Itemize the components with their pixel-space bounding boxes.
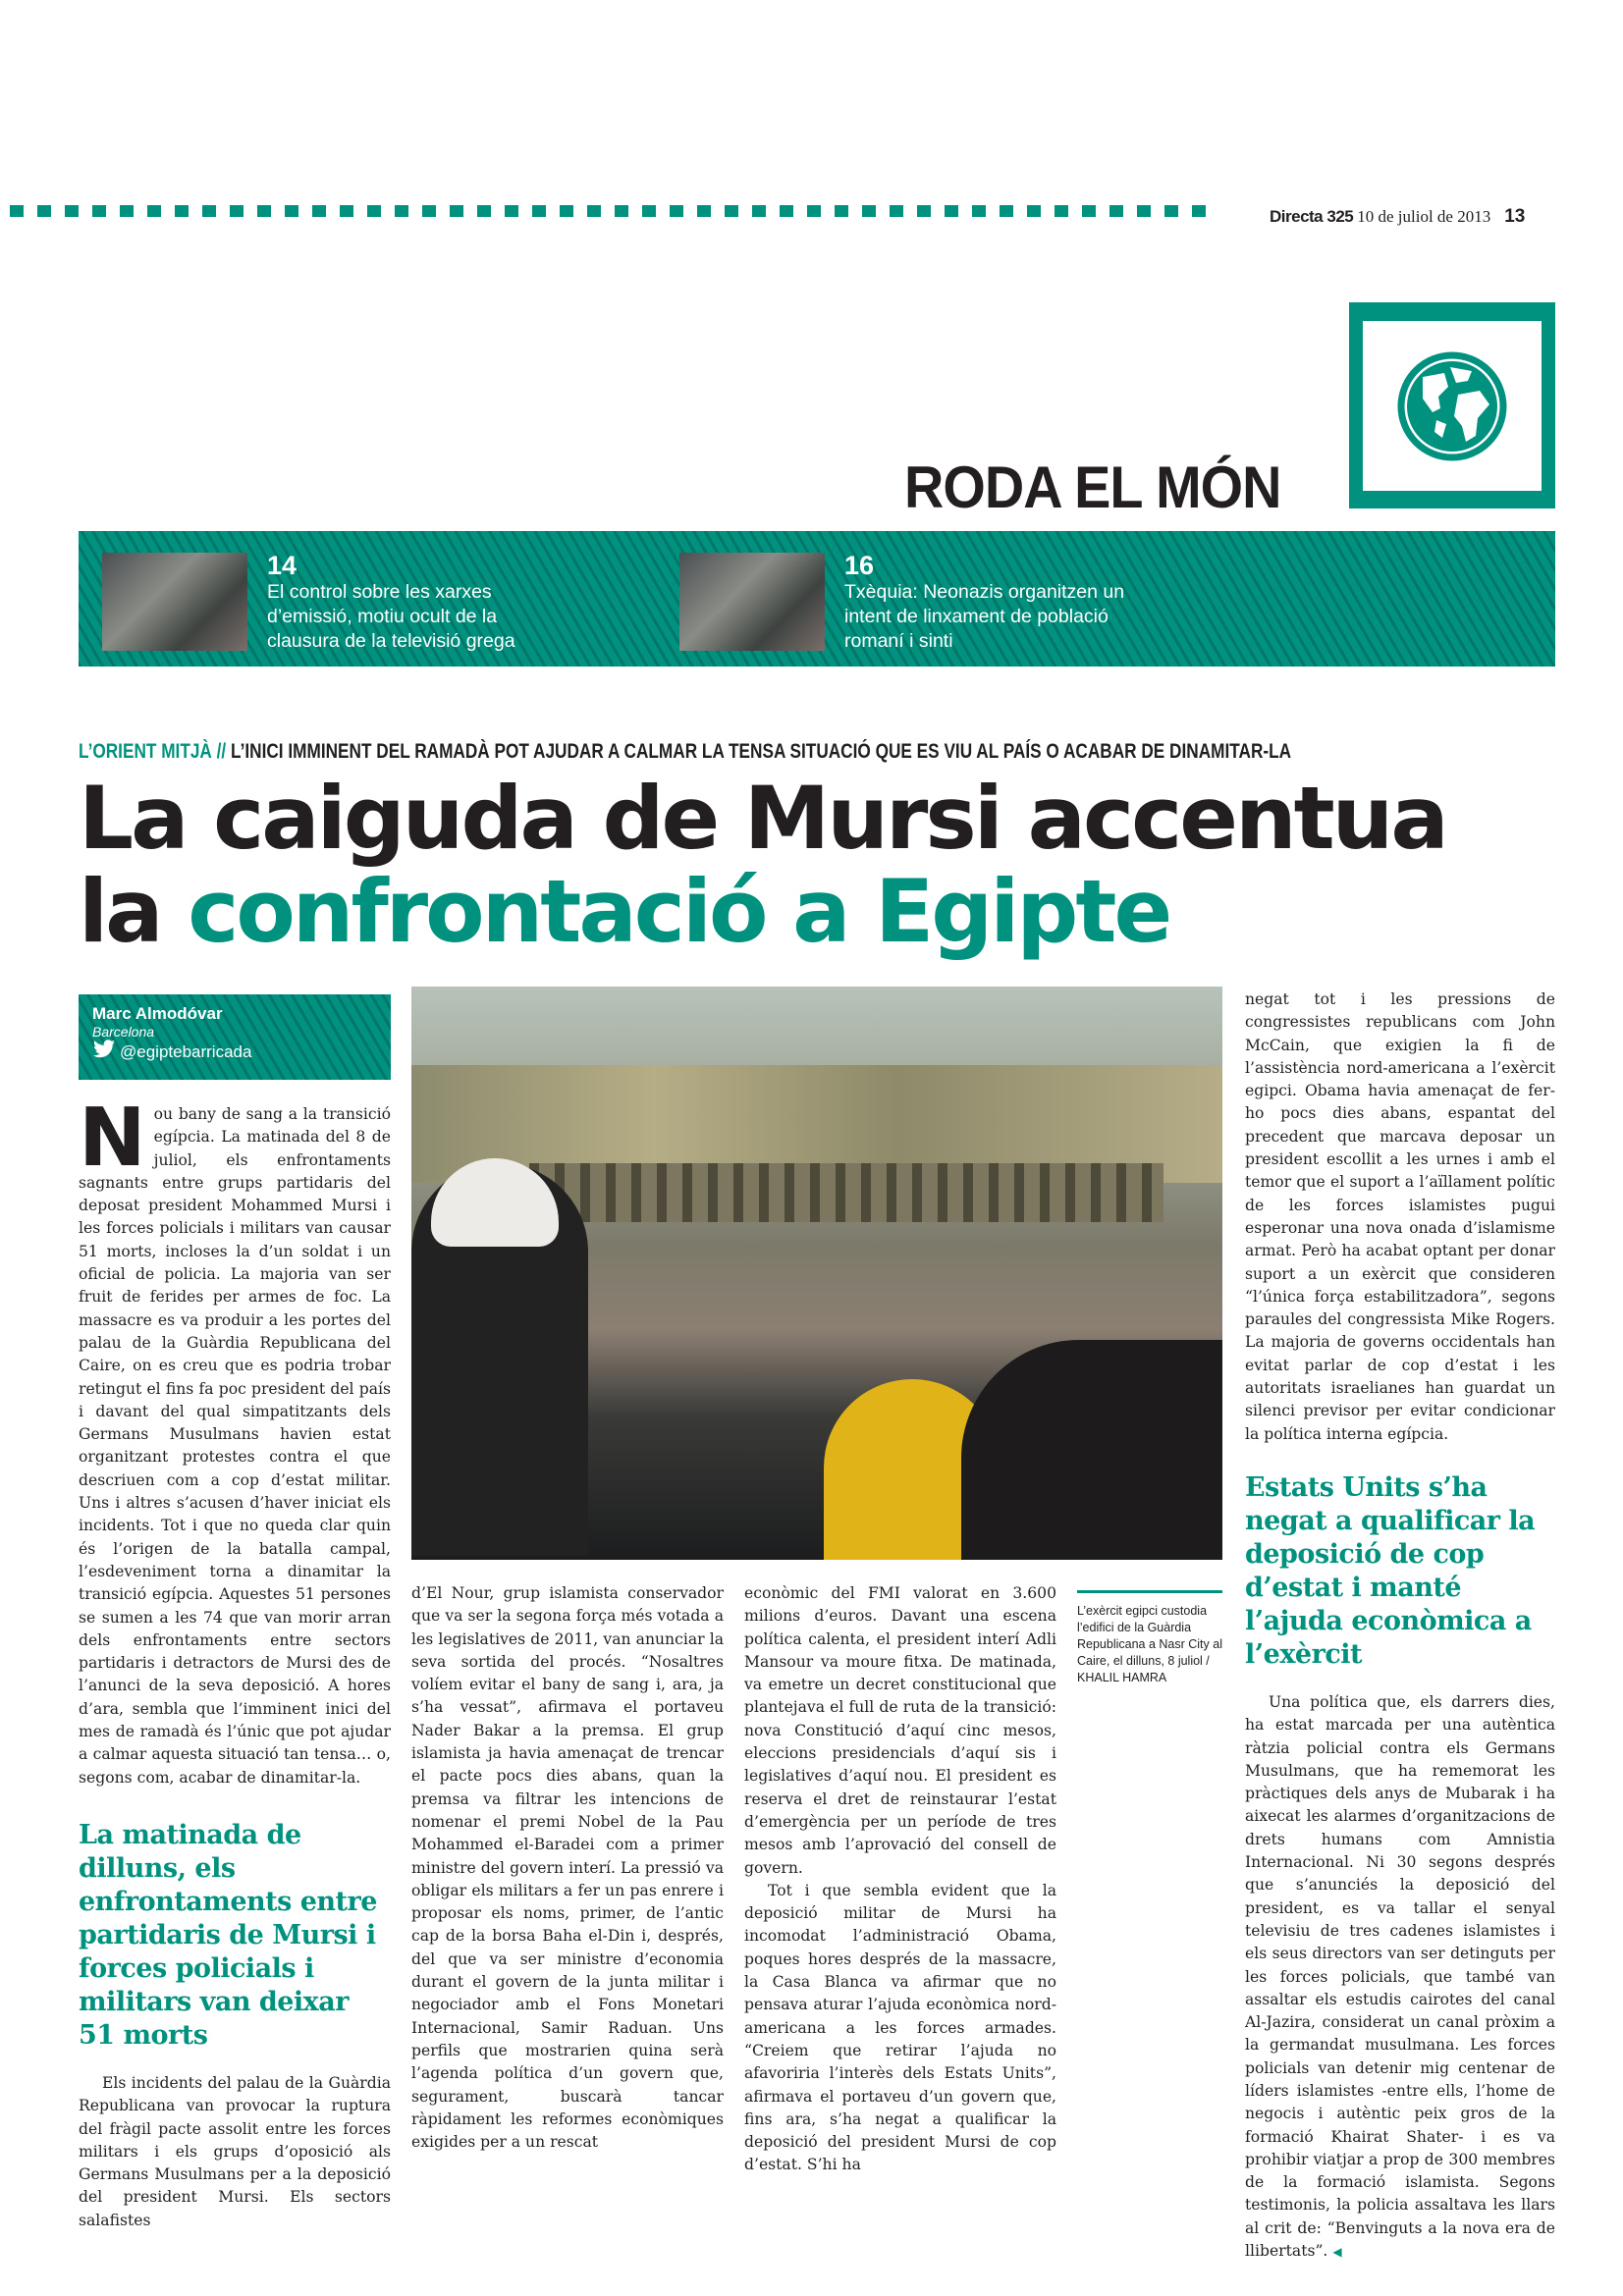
- headline-line-2: la: [79, 861, 189, 962]
- paragraph: negat tot i les pressions de congressistes republicans com John McCain, que exigien la fi de l’assistència nord-americana a l’exèrcit egipci. Obama havia amenaçat de fer-ho pocs dies abans, espantat del precedent que marcava deposar un president escollit a les urnes i amb el temor que el suport a l’aïllament polític de les forces islamistes pugui esperonar una nova onada d’islamisme armat. Però ha acabat optant per donar suport a un exèrcit que consideren “l’única força estabilitzadora”, segons paraules del congressista Mike Rogers. La majoria de governs occidentals han evitat parlar de cop d’estat i les autoritats israelianes han guardat un silenci previsor per evitar condicionar la política interna egípcia.: [1245, 990, 1555, 1443]
- page-number: 13: [1504, 206, 1526, 227]
- byline-box: [79, 994, 391, 1080]
- column-4: [1245, 988, 1555, 2264]
- column-3: [744, 1582, 1056, 2177]
- column-2: [411, 1582, 724, 2154]
- photo-caption: L’exèrcit egipci custodia l’edifici de la Guàrdia Republicana a Nasr City al Caire, el dilluns, 8 juliol / KHALIL HAMRA: [1077, 1590, 1222, 1686]
- teaser-thumbnail: [102, 553, 247, 651]
- issue-date: 10 de juliol de 2013: [1357, 207, 1491, 226]
- author-name: Marc Almodóvar: [92, 1004, 223, 1023]
- teaser-item[interactable]: [102, 553, 562, 654]
- paragraph: econòmic del FMI valorat en 3.600 milions d’euros. Davant una escena política calenta, el president interí Adli Mansour va moure fitxa. De matinada, va emetre un decret constitucional que plantejava el full de ruta de la transició: nova Constitució d’aquí cinc mesos, eleccions presidencials d’aquí sis i legislatives d’aquí nou. El president es reserva el dret de reinstaurar l’estat d’emergència per un període de tres mesos amb l’aprovació del consell de govern.: [744, 1584, 1056, 1877]
- teaser-thumbnail: [679, 553, 825, 651]
- page-folio: [1270, 206, 1525, 228]
- dropcap: N: [79, 1092, 146, 1185]
- teaser-text: El control sobre les xarxes d’emissió, motiu ocult de la clausura de la televisió grega: [267, 581, 515, 652]
- teaser-banner: [79, 531, 1555, 667]
- paragraph: d’El Nour, grup islamista conservador que va ser la segona força més votada a les legislatives de 2011, van anunciar la seva sortida del procés. “Nosaltres volíem evitar el bany de sang i, ara, ja s’ha vessat”, afirmava el portaveu Nader Bakar a la premsa. El grup islamista ja havia amenaçat de trencar el pacte pocs dies abans, quan la premsa va filtrar les intencions de nomenar el premi Nobel de la Pau Mohammed el-Baradei com a primer ministre del govern interí. La pressió va obligar els militars a fer un pas enrere i proposar els noms, primer, de l’antic cap de la borsa Baha el-Din i, després, del que va ser ministre d’economia durant el govern de la junta militar i negociador amb el Fons Monetari Internacional, Samir Raduan. Uns perfils que mostrarien quina serà l’agenda política d’un govern que, segurament, buscarà tancar ràpidament les reformes econòmiques exigides per a un rescat: [411, 1584, 724, 2152]
- article-kicker: [79, 740, 1291, 764]
- section-title: RODA EL MÓN: [904, 454, 1281, 520]
- paragraph: ou bany de sang a la transició egípcia. La matinada del 8 de juliol, els enfrontaments sagnants entre grups partidaris del deposat president Mohammed Mursi i les forces policials i militars van causar 51 morts, incloses la d’un soldat i un oficial de policia. La majoria van ser fruit de ferides per armes de foc. La massacre es va produir a les portes del palau de la Guàrdia Republicana del Caire, on es creu que es podria trobar retingut el fins fa poc president del país i davant del qual simpatitzants dels Germans Musulmans havien estat organitzant protestes contra el que descriuen com a cop d’estat militar. Uns i altres s’acusen d’haver iniciat els incidents. Tot i que no queda clar quin és l’origen de la batalla campal, l’esdeveniment torna a dinamitar la transició egípcia. Aquestes 51 persones se sumen a les 74 que van morir arran dels enfrontaments entre sectors partidaris i detractors de Mursi des de l’anunci de la seva deposició. A hores d’ara, sembla que l’imminent inici del mes de ramadà és l’únic que pot ajudar a calmar aquesta situació tan tensa… o, segons com, acabar de dinamitar-la.: [79, 1105, 391, 1787]
- paragraph: Tot i que sembla evident que la deposició militar de Mursi ha incomodat l’administració Obama, poques hores després de la massacre, la Casa Blanca va afirmar que no pensava aturar l’ajuda econòmica nord-americana a les forces armades. “Creiem que retirar l’ajuda no afavoriria l’interès dels Estats Units”, afirmava el portaveu d’un govern que, fins ara, s’ha negat a qualificar la deposició del president Mursi de cop d’estat. S’hi ha: [744, 1881, 1056, 2174]
- teaser-text: Txèquia: Neonazis organitzen un intent de linxament de població romaní i sinti: [844, 581, 1125, 652]
- teaser-page: 14: [267, 551, 298, 580]
- headline-line-1: La caiguda de Mursi accentua: [79, 768, 1446, 869]
- kicker-topic: L’ORIENT MITJÀ //: [79, 740, 227, 763]
- headline-highlight: confrontació a Egipte: [188, 861, 1170, 962]
- twitter-icon: [92, 1040, 116, 1065]
- subheading: La matinada de dilluns, els enfrontaments entre partidaris de Mursi i forces policials i militars van deixar 51 morts: [79, 1819, 377, 2051]
- paragraph: Una política que, els darrers dies, ha estat marcada per una autèntica ràtzia policial contra els Germans Musulmans, que ha rememorat les pràctiques dels anys de Mubarak i ha aixecat les alarmes d’organitzacions de drets humans com Amnistia Internacional. Ni 30 segons després que s’anunciés la deposició del president, es va tallar el senyal televisiu de tres cadenes islamistes i els seus directors van ser detinguts per les forces policials, que també van assaltar els estudis cairotes del canal Al-Jazira, considerat un canal pròxim a la germandat musulmana. Les forces policials van detenir mig centenar de líders islamistes -entre ells, l’home de negocis i autèntic peix gros de la formació Khairat Shater- i es va prohibir viatjar a prop de 300 membres de la formació islamista. Segons testimonis, la policia assaltava les llars al crit de: “Benvinguts a la nova era de llibertats”.: [1245, 1692, 1555, 2261]
- teaser-page: 16: [844, 551, 875, 580]
- globe-icon: [1349, 302, 1555, 508]
- column-1: [79, 1092, 391, 2232]
- twitter-handle[interactable]: @egiptebarricada: [120, 1042, 252, 1061]
- subheading: Estats Units s’ha negat a qualificar la deposició de cop d’estat i manté l’ajuda econòmica a l’exèrcit: [1245, 1471, 1536, 1670]
- teaser-item[interactable]: [679, 553, 1139, 654]
- article-photo: [411, 987, 1222, 1560]
- header-dash-rule: [10, 205, 1219, 217]
- author-city: Barcelona: [92, 1024, 155, 1040]
- paragraph: Els incidents del palau de la Guàrdia Republicana van provocar la ruptura del fràgil pacte assolit entre les forces militars i els grups d’oposició als Germans Musulmans per a la deposició del president Mursi. Els sectors salafistes: [79, 2073, 391, 2229]
- kicker-text: L’INICI IMMINENT DEL RAMADÀ POT AJUDAR A CALMAR LA TENSA SITUACIÓ QUE ES VIU AL PAÍS O ACABAR DE DINAMITAR-LA: [231, 740, 1292, 763]
- publication-name: Directa 325: [1270, 207, 1354, 226]
- article-headline: [79, 768, 1446, 962]
- end-mark-icon: ◀: [1332, 2245, 1342, 2260]
